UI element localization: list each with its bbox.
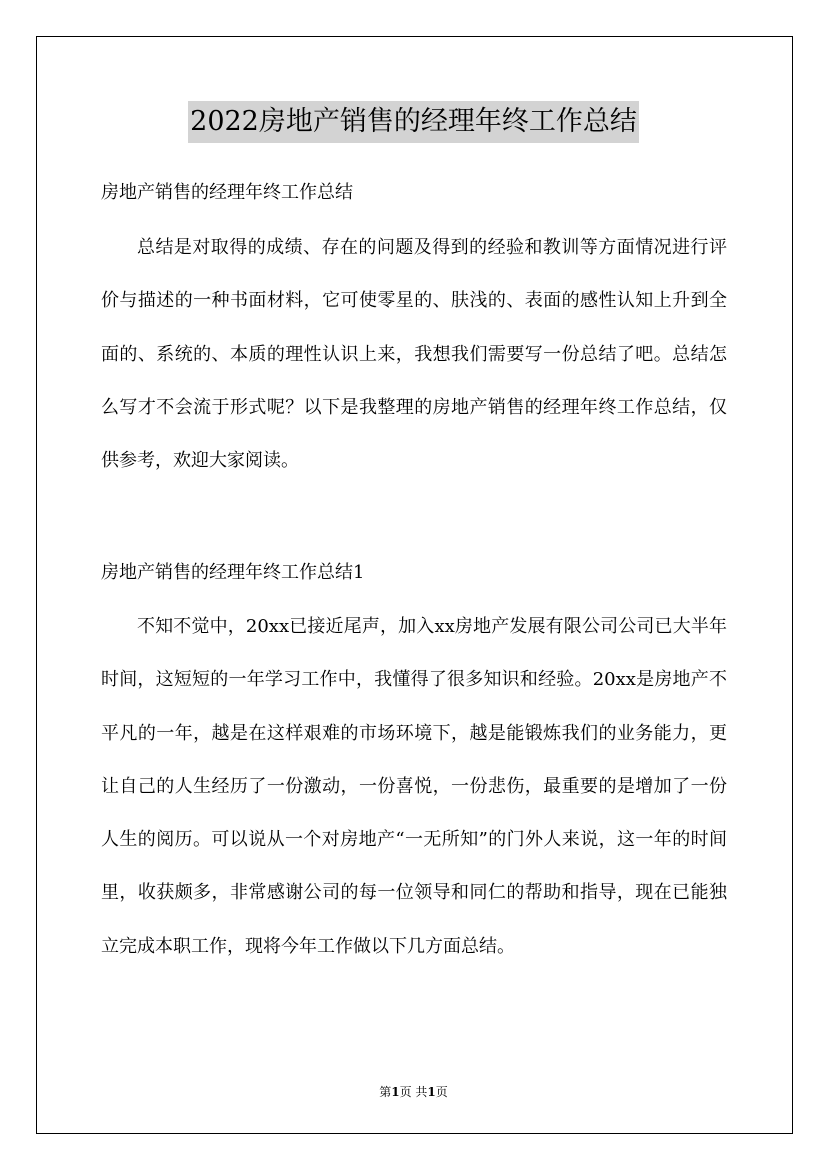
title-container [0, 101, 827, 143]
page-footer [0, 1083, 827, 1100]
footer-page-current: 1 [391, 1085, 400, 1099]
section-paragraph-1: 不知不觉中，20xx已接近尾声，加入xx房地产发展有限公司公司已大半年时间，这短短的一年学习工作中，我懂得了很多知识和经验。20xx是房地产不平凡的一年，越是在这样艰难的市场环境下，越是能锻炼我们的业务能力，更让自己的人生经历了一份激动，一份喜悦，一份悲伤，最重要的是增加了一份人生的阅历。可以说从一个对房地产“一无所知”的门外人来说，这一年的时间里，收获颇多，非常感谢公司的每一位领导和同仁的帮助和指导，现在已能独立完成本职工作，现将今年工作做以下几方面总结。 [101, 616, 727, 957]
section-heading-1: 房地产销售的经理年终工作总结1 [101, 562, 365, 583]
intro-paragraph: 总结是对取得的成绩、存在的问题及得到的经验和教训等方面情况进行评价与描述的一种书面材料，它可使零星的、肤浅的、表面的感性认知上升到全面的、系统的、本质的理性认识上来，我想我们需要写一份总结了吧。总结怎么写才不会流于形式呢？以下是我整理的房地产销售的经理年终工作总结，仅供参考，欢迎大家阅读。 [101, 237, 727, 472]
footer-page-prefix: 第 [379, 1085, 392, 1099]
footer-page-suffix: 页 [435, 1085, 448, 1099]
footer-page-mid: 页 共 [399, 1085, 428, 1099]
footer-page-total: 1 [427, 1085, 436, 1099]
document-subtitle: 房地产销售的经理年终工作总结 [101, 182, 353, 203]
document-title: 2022房地产销售的经理年终工作总结 [188, 101, 639, 143]
